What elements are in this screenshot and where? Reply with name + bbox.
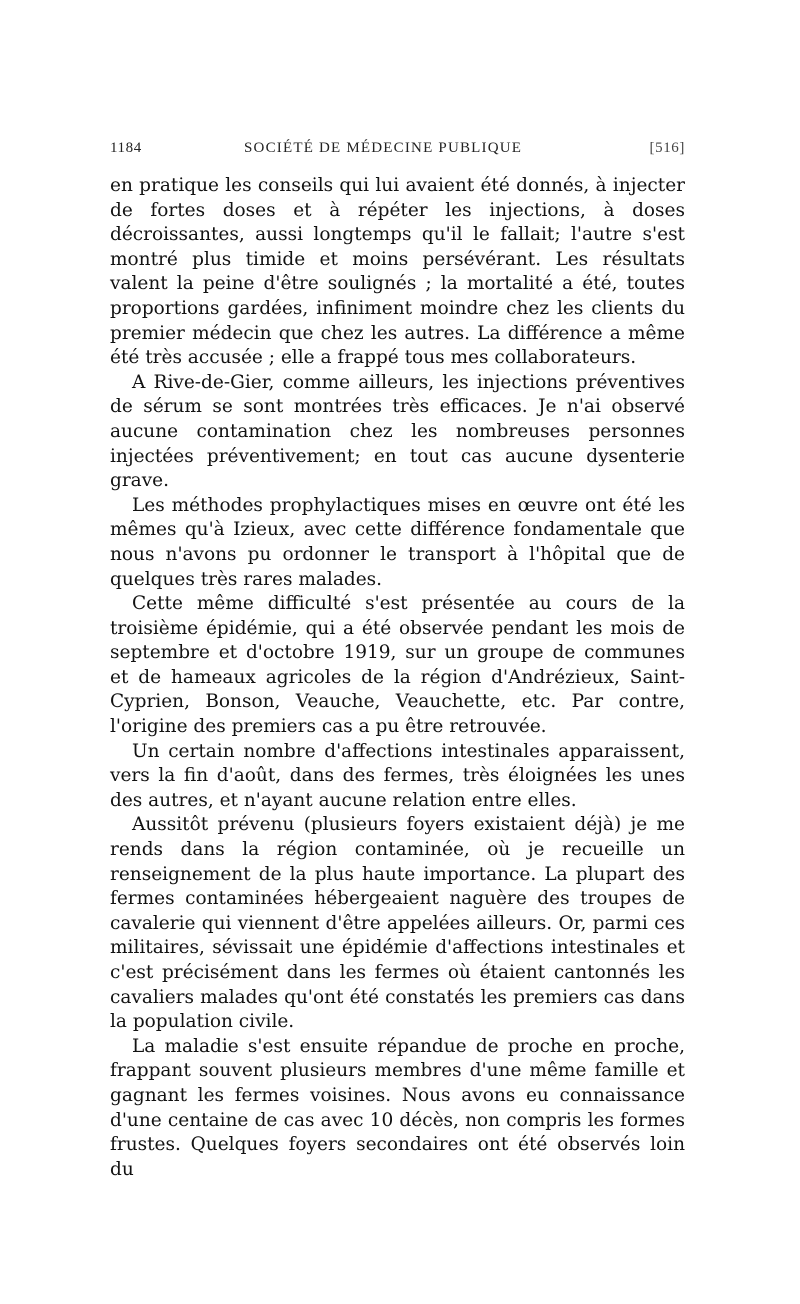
page-header [110,140,685,166]
paragraph-3: Les méthodes prophylactiques mises en œuvre ont été les mêmes qu'à Izieux, avec cette différence fondamentale que nous n'avons pu ordonner le transport à l'hôpital que de quelques très rares malades. [110,494,685,590]
paragraph-5: Un certain nombre d'affections intestinales apparaissent, vers la fin d'août, dans des fermes, très éloignées les unes des autres, et n'ayant aucune relation entre elles. [110,740,685,811]
paragraph-1: en pratique les conseils qui lui avaient été donnés, à injecter de fortes doses et à répéter les injections, à doses décroissantes, aussi longtemps qu'il le fallait; l'autre s'est montré plus timide et moins persévérant. Les résultats valent la peine d'être soulignés ; la mortalité a été, toutes proportions gardées, infiniment moindre chez les clients du premier médecin que chez les autres. La différence a même été très accusée ; elle a frappé tous mes collaborateurs. [110,175,685,369]
page-number: 1184 [110,140,142,156]
paragraph-7: La maladie s'est ensuite répandue de proche en proche, frappant souvent plusieurs membres d'une même famille et gagnant les fermes voisines. Nous avons eu connaissance d'une centaine de cas avec 10 décès, non compris les formes frustes. Quelques foyers secondaires ont été observés loin du [110,1035,685,1180]
paragraph-2: A Rive-de-Gier, comme ailleurs, les injections préventives de sérum se sont montrées très efficaces. Je n'ai observé aucune contamination chez les nombreuses personnes injectées préventivement; en tout cas aucune dysenterie grave. [110,371,685,492]
running-title: SOCIÉTÉ DE MÉDECINE PUBLIQUE [244,140,523,156]
paragraph-6: Aussitôt prévenu (plusieurs foyers existaient déjà) je me rends dans la région contaminée, où je recueille un renseignement de la plus haute importance. La plupart des fermes contaminées hébergeaient naguère des troupes de cavalerie qui viennent d'être appelées ailleurs. Or, parmi ces militaires, sévissait une épidémie d'affections intestinales et c'est précisément dans les fermes où étaient cantonnés les cavaliers malades qu'ont été constatés les premiers cas dans la population civile. [110,814,685,1033]
folio-reference: [516] [649,140,685,156]
paragraph-4: Cette même difficulté s'est présentée au cours de la troisième épidémie, qui a été observée pendant les mois de septembre et d'octobre 1919, sur un groupe de communes et de hameaux agricoles de la région d'Andrézieux, Saint-Cyprien, Bonson, Veauche, Veauchette, etc. Par contre, l'origine des premiers cas a pu être retrouvée. [110,593,685,738]
body-text [110,174,685,1182]
